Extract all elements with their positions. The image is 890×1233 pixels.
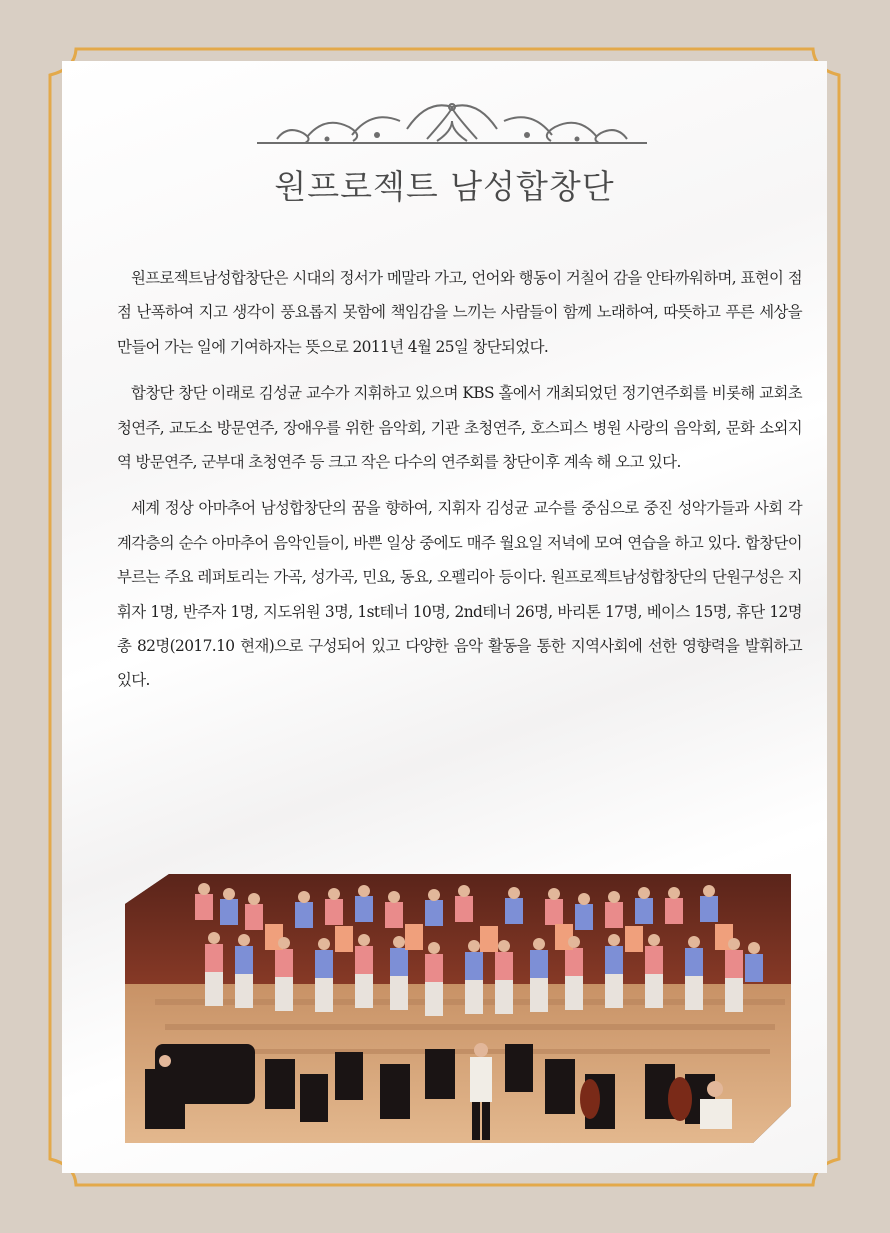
- paragraph: 원프로젝트남성합창단은 시대의 정서가 메말라 가고, 언어와 행동이 거칠어 감을 안타까워하며, 표현이 점점 난폭하여 지고 생각이 풍요롭지 못함에 책임감을 느끼는 사람들이 함께 노래하여, 따뜻하고 푸른 세상을 만들어 가는 일에 기여하자는 뜻으로 2011년 4월 25일 창단되었다.: [117, 269, 802, 356]
- page-frame: [48, 47, 841, 1187]
- content-panel: [62, 61, 827, 1173]
- paragraph: 합창단 창단 이래로 김성균 교수가 지휘하고 있으며 KBS 홀에서 개최되었던 정기연주회를 비롯해 교회초청연주, 교도소 방문연주, 장애우를 위한 음악회, 기관 초청연주, 호스피스 병원 사랑의 음악회, 문화 소외지역 방문연주, 군부대 초청연주 등 크고 작은 다수의 연주회를 창단이후 계속 해 오고 있다.: [117, 384, 802, 472]
- page-title: 원프로젝트 남성합창단: [274, 167, 615, 206]
- body-text: [117, 261, 802, 710]
- flourish-ornament-icon: [257, 99, 647, 159]
- choir-performance-photo: [125, 874, 791, 1143]
- paragraph: 세계 정상 아마추어 남성합창단의 꿈을 향하여, 지휘자 김성균 교수를 중심으로 중진 성악가들과 사회 각계각층의 순수 아마추어 음악인들이, 바쁜 일상 중에도 매주 월요일 저녁에 모여 연습을 하고 있다. 합창단이 부르는 주요 레퍼토리는 가곡, 성가곡, 민요, 동요, 오펠리아 등이다. 원프로젝트남성합창단의 단원구성은 지휘자 1명, 반주자 1명, 지도위원 3명, 1st테너 10명, 2nd테너 26명, 바리톤 17명, 베이스 15명, 휴단 12명 총 82명(2017.10 현재)으로 구성되어 있고 다양한 음악 활동을 통한 지역사회에 선한 영향력을 발휘하고 있다.: [117, 499, 802, 690]
